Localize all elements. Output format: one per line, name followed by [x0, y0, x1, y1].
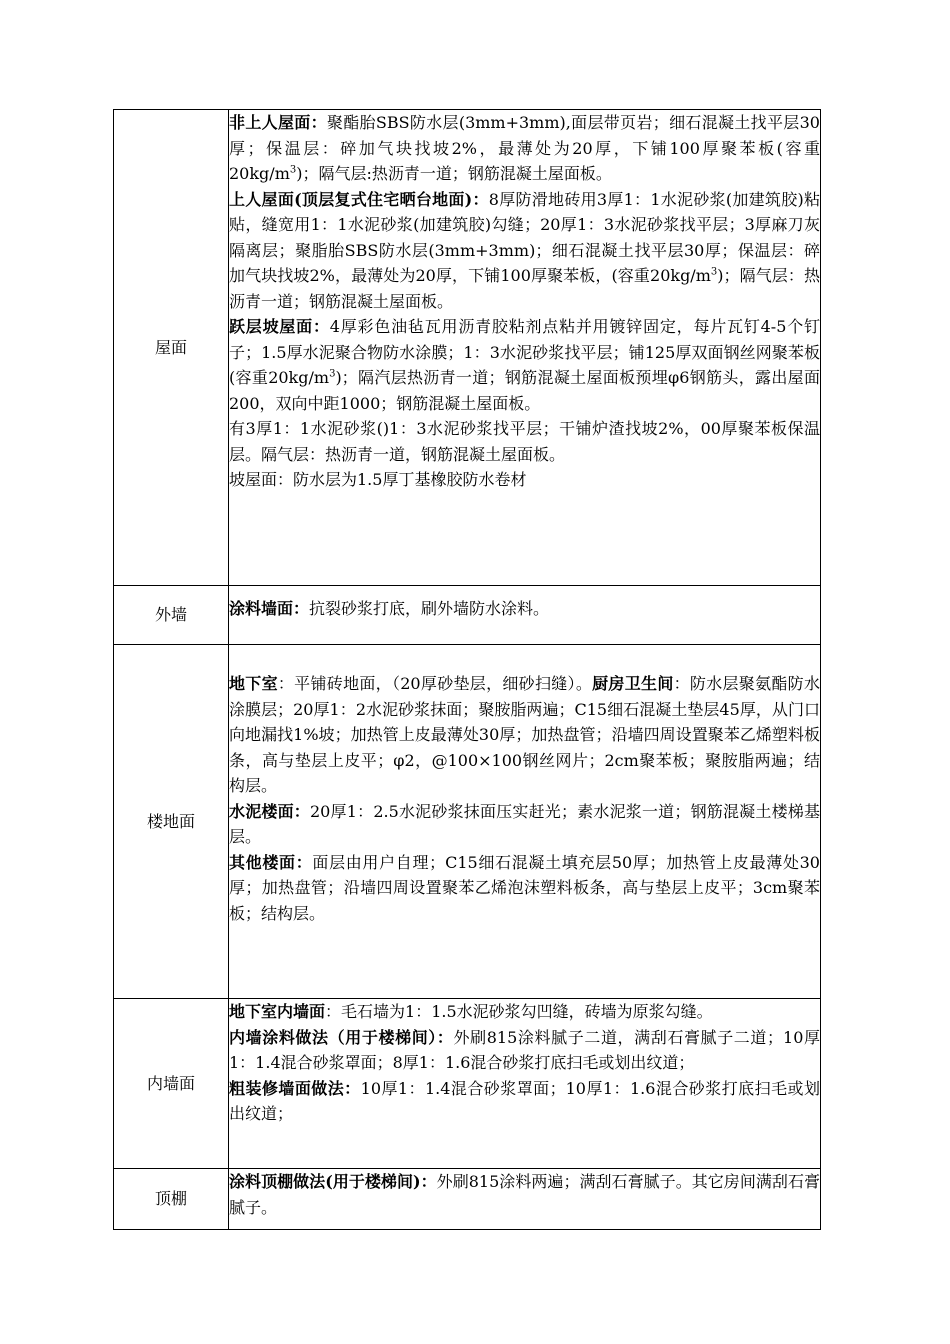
- paragraph-text: 外刷815涂料两遍；满刮石膏腻子。其它房间满刮石膏腻子。: [229, 1172, 820, 1217]
- row-content: [229, 1169, 821, 1230]
- row-content: [229, 645, 821, 999]
- paragraph-text: 20厚1：2.5水泥砂浆抹面压实赶光；素水泥浆一道；钢筋混凝土楼梯基层。: [229, 801, 820, 846]
- paragraph-text: 面层由用户自理；C15细石混凝土填充层50厚；加热管上皮最薄处30厚；加热盘管；沿墙四周设置聚苯乙烯泡沫塑料板条，高与垫层上皮平；3cm聚苯板；结构层。: [229, 852, 820, 923]
- table-row: [114, 1169, 821, 1230]
- paragraph-text: ：防水层聚氨酯防水涂膜层；20厚1：2水泥砂浆抹面；聚胺脂两遍；C15细石混凝土垫层45厚，从门口向地漏找1%坡；加热管上皮最薄处30厚；加热盘管；沿墙四周设置聚苯乙烯塑料板条，高与垫层上皮平；φ2，@100×100钢丝网片；2cm聚苯板；聚胺脂两遍；结构层。: [229, 674, 820, 795]
- paragraph-text: 4厚彩色油毡瓦用沥青胶粘剂点粘并用镀锌固定，每片瓦钉4-5个钉子；1.5厚水泥聚合物防水涂膜；1：3水泥砂浆找平层；铺125厚双面钢丝网聚苯板(容重20kg/m: [229, 317, 820, 387]
- row-label: 外墙: [114, 586, 229, 645]
- bold-term: 非上人屋面：: [229, 113, 327, 132]
- paragraph: [229, 799, 820, 850]
- paragraph-text: 聚酯胎SBS防水层(3mm+3mm),面层带页岩；细石混凝土找平层30厚；保温层：碎加气块找坡2%，最薄处为20厚，下铺100厚聚苯板(容重20kg/m: [229, 113, 820, 183]
- superscript: 3: [329, 368, 336, 380]
- row-content: [229, 110, 821, 586]
- bold-term: 地下室: [229, 674, 278, 693]
- bold-term: 跃层坡屋面：: [229, 317, 330, 336]
- paragraph-text: ：平铺砖地面，（20厚砂垫层，细砂扫缝）。: [277, 674, 593, 693]
- superscript: 3: [710, 266, 718, 278]
- spec-table: [113, 109, 821, 1230]
- paragraph: [229, 1169, 820, 1220]
- bold-term: 涂料墙面：: [229, 599, 310, 618]
- paragraph: [229, 671, 820, 799]
- table-row: [114, 586, 821, 645]
- bold-term: 内墙涂料做法（用于楼梯间）：: [229, 1027, 454, 1047]
- bold-term: 水泥楼面：: [229, 801, 310, 821]
- row-label: 内墙面: [114, 999, 229, 1169]
- superscript: 3: [289, 164, 297, 176]
- paragraph: [229, 1025, 820, 1076]
- row-label: 顶棚: [114, 1169, 229, 1230]
- paragraph: [229, 999, 820, 1025]
- paragraph: [229, 314, 820, 416]
- paragraph-text: )；隔汽层热沥青一道；钢筋混凝土屋面板预埋φ6钢筋头，露出屋面200，双向中距1000；钢筋混凝土屋面板。: [229, 368, 820, 413]
- paragraph-text: 有3厚1：1水泥砂浆()1：3水泥砂浆找平层；干铺炉渣找坡2%，00厚聚苯板保温层。隔气层：热沥青一道，钢筋混凝土屋面板。: [229, 419, 820, 464]
- bold-term: 上人屋面(顶层复式住宅晒台地面)：: [229, 189, 489, 209]
- bold-term: 粗装修墙面做法：: [229, 1078, 361, 1098]
- table-row: [114, 645, 821, 999]
- row-content: [229, 999, 821, 1169]
- paragraph: [229, 596, 820, 622]
- paragraph-text: )；隔气层：热沥青一道；钢筋混凝土屋面板。: [229, 266, 820, 311]
- paragraph: [229, 850, 820, 927]
- paragraph-text: 抗裂砂浆打底，刷外墙防水涂料。: [309, 599, 550, 618]
- paragraph-text: )；隔气层:热沥青一道；钢筋混凝土屋面板。: [296, 164, 612, 183]
- paragraph-text: 10厚1：1.4混合砂浆罩面；10厚1：1.6混合砂浆打底扫毛或划出纹道；: [229, 1078, 820, 1123]
- bold-term: 地下室内墙面: [229, 1002, 326, 1021]
- table-row: [114, 110, 821, 586]
- paragraph: [229, 110, 820, 187]
- paragraph-text: 外刷815涂料腻子二道，满刮石膏腻子二道；10厚1：1.4混合砂浆罩面；8厚1：1.6混合砂浆打底扫毛或划出纹道；: [229, 1027, 820, 1072]
- paragraph: [229, 416, 820, 467]
- bold-term: 其他楼面：: [229, 852, 313, 872]
- paragraph: [229, 467, 820, 493]
- paragraph-text: 8厚防滑地砖用3厚1：1水泥砂浆(加建筑胶)粘贴，缝宽用1：1水泥砂浆(加建筑胶)勾缝；20厚1：3水泥砂浆找平层；3厚麻刀灰隔离层；聚脂胎SBS防水层(3mm+3mm)；细石混凝土找平层30厚；保温层：碎加气块找坡2%，最薄处为20厚，下铺100厚聚苯板，(容重20kg/m: [229, 189, 820, 285]
- row-label: 楼地面: [114, 645, 229, 999]
- paragraph: [229, 1076, 820, 1127]
- row-content: [229, 586, 821, 645]
- bold-term: 涂料顶棚做法(用于楼梯间)：: [229, 1172, 437, 1191]
- bold-term: 厨房卫生间: [592, 674, 674, 693]
- paragraph-text: 坡屋面：防水层为1.5厚丁基橡胶防水卷材: [229, 470, 527, 489]
- table-row: [114, 999, 821, 1169]
- paragraph: [229, 187, 820, 315]
- row-label: 屋面: [114, 110, 229, 586]
- paragraph-text: ：毛石墙为1：1.5水泥砂浆勾凹缝，砖墙为原浆勾缝。: [325, 1002, 713, 1021]
